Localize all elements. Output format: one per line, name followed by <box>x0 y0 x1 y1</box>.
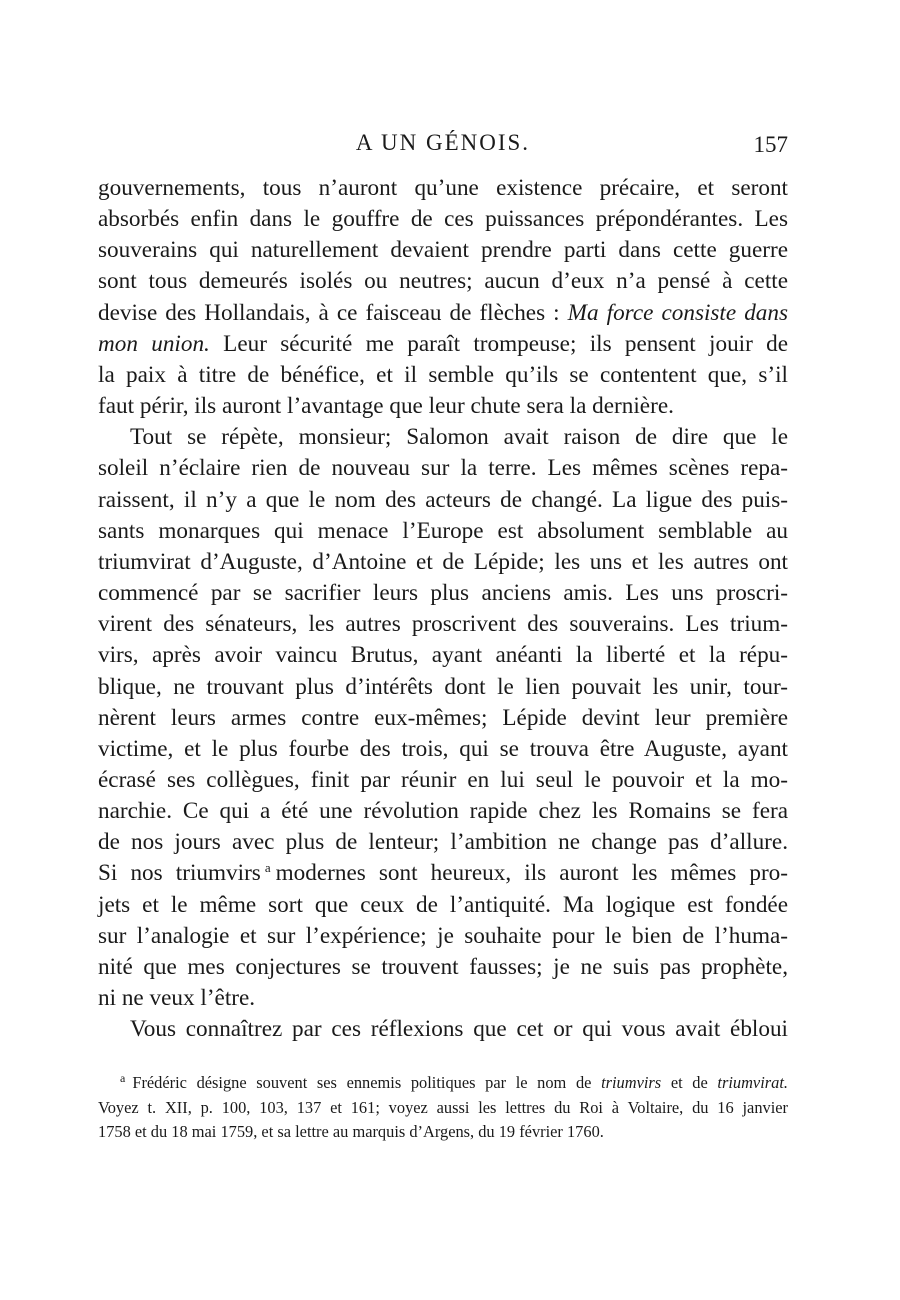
footnote-line <box>98 1071 788 1096</box>
running-title: A UN GÉNOIS. <box>355 130 531 155</box>
text-line: la paix à titre de bénéfice, et il semble qu’ils se contentent que, s’il <box>98 361 788 388</box>
text-segment: devise des Hollandais, à ce faisceau de flèches : <box>98 299 560 326</box>
paragraph-start-line: Vous connaîtrez par ces réflexions que cet or qui vous avait ébloui <box>130 1016 788 1043</box>
text-line <box>98 858 788 889</box>
text-line: commencé par se sacrifier leurs plus anciens amis. Les uns proscri- <box>98 580 788 607</box>
italic-term: triumvirs <box>601 1073 662 1092</box>
text-line: sont tous demeurés isolés ou neutres; aucun d’eux n’a pensé à cette <box>98 268 788 295</box>
paragraph-start-line: Tout se répète, monsieur; Salomon avait raison de dire que le <box>130 424 788 451</box>
italic-term: triumvirat. <box>717 1073 788 1092</box>
footnote-line: Voyez t. XII, p. 100, 103, 137 et 161; voyez aussi les lettres du Roi à Voltaire, du 16 janvier <box>98 1097 788 1117</box>
text-line: blique, ne trouvant plus d’intérêts dont le lien pouvait les unir, tour- <box>98 673 788 700</box>
text-line: sur l’analogie et sur l’expérience; je souhaite pour le bien de l’huma- <box>98 922 788 949</box>
text-line: de nos jours avec plus de lenteur; l’ambition ne change pas d’allure. <box>98 829 788 856</box>
text-line: jets et le même sort que ceux de l’antiquité. Ma logique est fondée <box>98 891 788 918</box>
text-line: nité que mes conjectures se trouvent fausses; je ne suis pas prophète, <box>98 953 788 980</box>
text-segment: Leur sécurité me paraît trompeuse; ils pensent jouir de <box>223 330 789 357</box>
paragraph-end-line: faut périr, ils auront l’avantage que leur chute sera la dernière. <box>98 393 674 420</box>
text-line: raissent, il n’y a que le nom des acteurs de changé. La ligue des puis- <box>98 486 788 513</box>
body-text <box>98 173 788 1045</box>
italic-quote: mon union. <box>98 330 210 357</box>
text-line: nèrent leurs armes contre eux-mêmes; Lépide devint leur première <box>98 704 788 731</box>
text-segment: Si nos triumvirs <box>98 860 261 887</box>
text-line <box>98 329 788 360</box>
footnote <box>98 1071 788 1145</box>
text-line: victime, et le plus fourbe des trois, qui se trouva être Auguste, ayant <box>98 735 788 762</box>
footnote-line: 1758 et du 18 mai 1759, et sa lettre au marquis d’Argens, du 19 février 1760. <box>98 1122 604 1141</box>
text-line: soleil n’éclaire rien de nouveau sur la terre. Les mêmes scènes repa- <box>98 455 788 482</box>
text-segment: et de <box>670 1073 708 1092</box>
text-line: virent des sénateurs, les autres proscrivent des souverains. Les trium- <box>98 611 788 638</box>
text-line: narchie. Ce qui a été une révolution rapide chez les Romains se fera <box>98 798 788 825</box>
text-line: virs, après avoir vaincu Brutus, ayant anéanti la liberté et la répu- <box>98 642 788 669</box>
footnote-reference[interactable]: a <box>264 859 271 875</box>
text-line: écrasé ses collègues, finit par réunir en lui seul le pouvoir et la mo- <box>98 766 788 793</box>
footnote-marker: a <box>120 1070 126 1085</box>
text-line: souverains qui naturellement devaient prendre parti dans cette guerre <box>98 237 788 264</box>
text-line: absorbés enfin dans le gouffre de ces puissances prépondérantes. Les <box>98 206 788 233</box>
text-line <box>98 298 788 329</box>
paragraph-end-line: ni ne veux l’être. <box>98 985 256 1012</box>
text-line: gouvernements, tous n’auront qu’une existence précaire, et seront <box>98 175 788 201</box>
text-segment: modernes sont heureux, ils auront les mêmes pro- <box>275 860 788 887</box>
text-segment: Frédéric désigne souvent ses ennemis politiques par le nom de <box>132 1073 592 1092</box>
running-head <box>98 130 788 164</box>
page-number: 157 <box>753 132 788 157</box>
text-line: triumvirat d’Auguste, d’Antoine et de Lépide; les uns et les autres ont <box>98 548 788 575</box>
italic-quote: Ma force consiste dans <box>567 299 789 326</box>
text-line: sants monarques qui menace l’Europe est absolument semblable au <box>98 517 788 544</box>
